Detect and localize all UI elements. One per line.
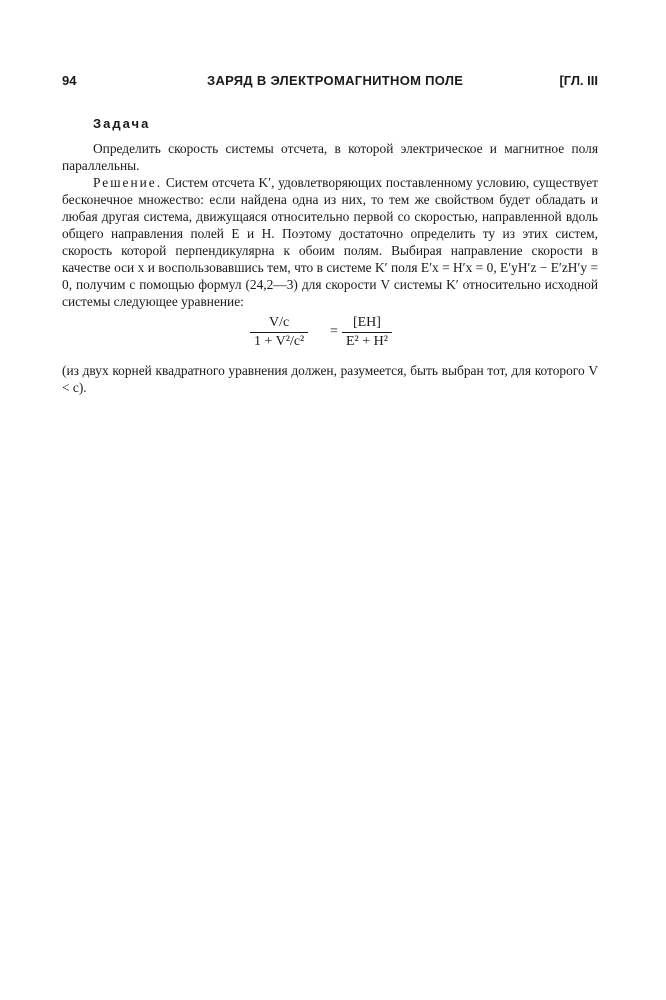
running-title: ЗАРЯД В ЭЛЕКТРОМАГНИТНОМ ПОЛЕ — [207, 73, 464, 88]
page-number: 94 — [62, 73, 77, 88]
solution-label: Решение. — [93, 175, 163, 190]
problem-statement: Определить скорость системы отсчета, в которой электрическое и магнитное поля параллельны. — [62, 141, 598, 173]
solution-paragraph — [62, 174, 598, 310]
equation — [0, 314, 666, 362]
solution-text: Систем отсчета K′, удовлетворяющих поставленному условию, существует бесконечное множество: если найдена одна из них, то тем же свойством будет обладать и любая другая система, движущаяся относительно первой со скоростью, направленной вдоль общего направления полей E и H. Поэтому достаточно определить ту из этих систем, скорость которой перпендикулярна к обоим полям. Выбирая направление скорости в качестве оси x и воспользовавшись тем, что в системе K′ поля E′x = H′x = 0, E′yH′z − E′zH′y = 0, получим с помощью формул (24,2—3) для скорости V системы K′ относительно исходной системы следующее уравнение: — [62, 175, 598, 309]
page-header — [62, 73, 598, 93]
rhs-denominator: E² + H² — [346, 334, 388, 349]
lhs-fraction — [250, 314, 308, 351]
chapter-label: [ГЛ. III — [559, 73, 598, 88]
rhs-numerator: [EH] — [352, 315, 381, 330]
lhs-denominator: 1 + V²/c² — [254, 334, 305, 349]
equals-sign: = — [330, 324, 338, 339]
lhs-numerator: V/c — [269, 315, 290, 330]
problem-heading: Задача — [93, 116, 151, 131]
rhs-fraction — [342, 314, 392, 351]
closing-note: (из двух корней квадратного уравнения должен, разумеется, быть выбран тот, для которого V < c). — [62, 363, 598, 395]
